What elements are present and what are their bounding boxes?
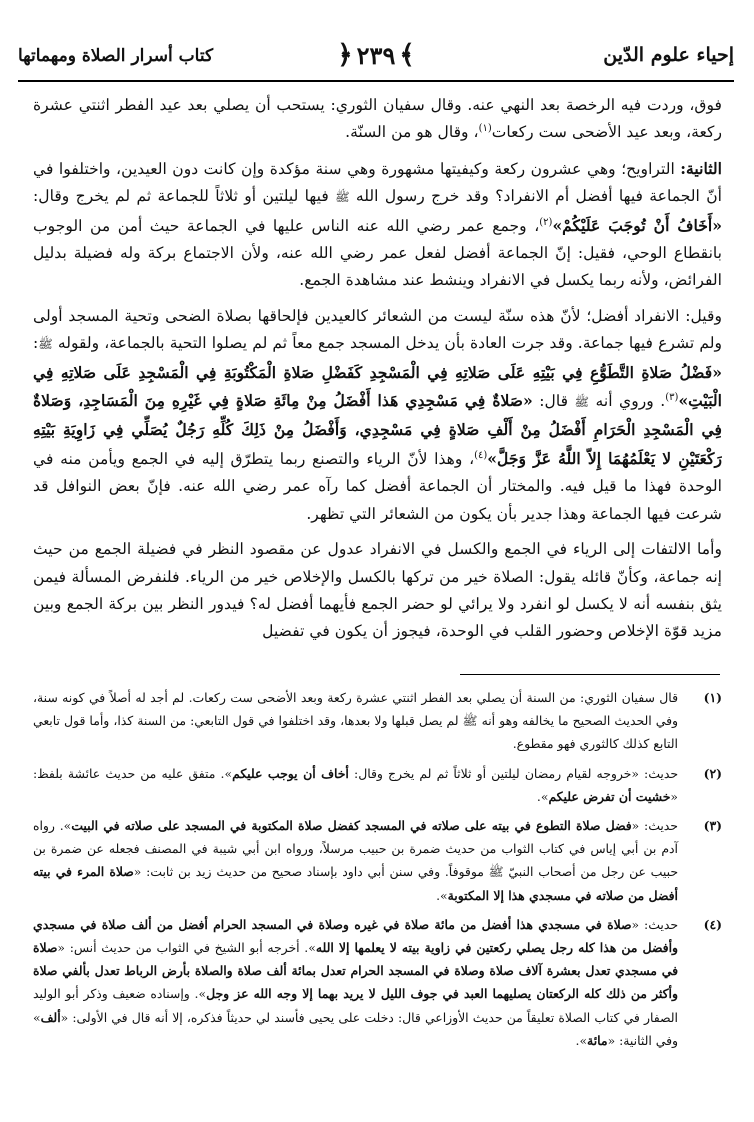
text-run: حديث: «: [631, 818, 678, 834]
footnote-ref-2: (٢): [539, 216, 553, 228]
text-run: وقيل: الانفراد أفضل؛ لأنّ هذه سنّة ليست من الشعائر كالعيدين فإلحاقها بصلاة الضحى وتحية المسجد أولى ولم تشرع فيها جماعة. وقد جرت العادة بأن يدخل المسجد جمع معاً ثم لم يصلوا التحية بالجماعة، ولقوله: [33, 306, 722, 353]
paragraph-3: [33, 303, 722, 528]
footnote-number: (٢): [703, 765, 722, 781]
page-number-block: [337, 40, 414, 70]
paragraph-4: [33, 536, 722, 646]
footnote-divider: [460, 674, 720, 675]
text-run: ».: [536, 788, 549, 804]
running-header: [18, 38, 734, 84]
paragraph-2: [33, 155, 722, 295]
text-run: التراويح؛ وهي عشرون ركعة وكيفيتها مشهورة وهي سنة مؤكدة وإن كانت دون العيدين، واختلفوا في أنّ الجماعة فيها أفضل أم الانفراد؟ وقد خرج رسول الله: [33, 159, 722, 206]
text-run: ».: [436, 887, 448, 903]
section-lead: الثانية:: [680, 158, 722, 178]
text-run: ». وإسناده ضعيف وذكر أبو الوليد الصفار في كتاب الصلاة تعليقاً من حديث الأوزاعي قال: دخلت على يحيى فأسند لي حديثاً فذكره، إلا أنه قال في الأولى: «: [33, 986, 678, 1025]
footnote-number: (٣): [703, 818, 722, 834]
footnote-number: (٤): [703, 916, 722, 932]
footnote: [33, 913, 722, 1052]
text-run: ، وجمع عمر رضي الله عنه الناس عليها في الجماعة حيث أمن من الوجوب بانقطاع الوحي، فقيل: إنّ الجماعة أفضل لفعل عمر رضي الله عنه، ولأن الاجتماع بركة وله فضيلة بدليل الفرائض، ولأنه ربما يكسل في الانفراد وينشط عند مشاهدة الجمع.: [33, 216, 722, 290]
hadith-bold: صلاة المرء في بيته أفضل من صلاته في مسجدي هذا إلا المكتوبة: [33, 864, 678, 903]
paragraph-1: [33, 92, 722, 147]
hadith-quote: «فَضْلُ صَلاةِ التَّطَوُّعِ فِي بَيْتِهِ عَلَى صَلاتِهِ فِي الْمَسْجِدِ كَفَضْلِ صَلاةِ الْمَكْتُوبَةِ فِي الْمَسْجِدِ عَلَى صَلاتِهِ فِي الْبَيْتِ»: [33, 362, 722, 411]
ornament-bracket-left: ﴿: [337, 40, 353, 70]
hadith-quote: «أَخَافُ أَنْ تُوجَبَ عَلَيْكُمْ»: [552, 215, 722, 235]
text-run: ». متفق عليه من حديث عائشة بلفظ: «: [33, 765, 678, 804]
text-run: حديث: «خروجه لقيام رمضان ليلتين أو ثلاثاً ثم لم يخرج وقال:: [348, 765, 678, 781]
text-run: ». أخرجه أبو الشيخ في الثواب من حديث أنس: «: [57, 940, 316, 956]
text-run: » وفي الثانية: «: [33, 1009, 678, 1048]
salla-glyph: ﷺ: [38, 337, 53, 352]
salla-glyph: ﷺ: [335, 190, 350, 205]
hadith-quote: «صَلاةٌ فِي مَسْجِدِي هَذا أَفْضَلُ مِنْ مِائَةِ صَلاةٍ فِي غَيْرِهِ مِنَ الْمَسَاجِدِ، وَصَلاةٌ فِي الْمَسْجِدِ الْحَرَامِ أَفْضَلُ مِنْ أَلْفِ صَلاةٍ فِي مَسْجِدِي، وَأَفْضَلُ مِنْ ذَلِكَ كُلِّهِ رَجُلٌ يُصَلِّي فِي زَاوِيَةِ بَيْتِهِ رَكْعَتَيْنِ لا يَعْلَمُهُمَا إِلاّ اللَّهُ عَزَّ وَجَلَّ»: [33, 391, 722, 468]
hadith-bold: صلاة في مسجدي هذا أفضل من مائة صلاة في غيره وصلاة في المسجد الحرام أفضل من ألف صلاة في مسجدي وأفضل من هذا كله رجل يصلي ركعتين في زاوية بيته لا يعلمها إلا الله: [33, 916, 678, 956]
text-run: وأما الالتفات إلى الرياء في الجمع والكسل في الانفراد عدول عن مقصود النظر في فضيلة الجمع من حيث إنه جماعة، وكأنّ قائله يقول: الصلاة خير من تركها بالكسل والإخلاص خير من الرياء. فلنفرض المسألة فيمن يثق بنفسه أنه لا يكسل لو انفرد ولا يرائي لو حضر الجمع فأيهما أفضل له؟ فيدور النظر بين بركة الجمع وبين مزيد قوّة الإخلاص وحضور القلب في الوحدة، فيجوز أن يكون في تفضيل: [33, 540, 722, 641]
book-title: إحياء علوم الدّين: [603, 44, 734, 66]
hadith-bold: أخاف أن يوجب عليكم: [232, 765, 349, 781]
salla-glyph: ﷺ: [574, 395, 590, 410]
hadith-bold: صلاة في مسجدي تعدل بعشرة آلاف صلاة وصلاة في المسجد الحرام تعدل بمائة ألف صلاة والصلاة بأرض الرباط تعدل بألفي صلاة وأكثر من ذلك كله الركعتان يصليهما العبد في جوف الليل لا يريد بهما إلا وجه الله عز وجل: [33, 940, 678, 1002]
main-text: [33, 92, 722, 662]
page-number: ٢٣٩: [356, 40, 396, 70]
text-run: قال:: [532, 392, 575, 411]
word-bold: مائة: [587, 1032, 608, 1048]
footnote-ref-3: (٣): [665, 391, 679, 403]
footnote: [33, 814, 722, 907]
text-run: ».: [575, 1032, 588, 1048]
footnote-text: قال سفيان الثوري: من السنة أن يصلي بعد الفطر اثنتي عشرة ركعة وبعد الأضحى ست ركعات. لم أجد له أصلاً في كونه سنة، وفي الحديث الصحيح ما يخالفه وهو أنه ﷺ لم يصل قبلها ولا بعدها، وقد اختلفوا في قول التابعي: من السنة كذا، وأما قول تابعي التابع كذلك كالثوري فهو مقطوع.: [33, 690, 678, 752]
footnote: [33, 686, 722, 756]
text-run: فوق، وردت فيه الرخصة بعد النهي عنه. وقال سفيان الثوري: يستحب أن يصلي بعد عيد الفطر اثنتي عشرة ركعة، وبعد عيد الأضحى ست ركعات: [33, 96, 722, 142]
text-run: ». رواه آدم بن أبي إياس في كتاب الثواب من حديث ضمرة بن حبيب مرسلاً، ورواه ابن أبي شيبة في المصنف فجعله عن ضمرة بن حبيب عن رجل من أصحاب النبيّ ﷺ موقوفاً. وفي سنن أبي داود بإسناد صحيح من حديث زيد بن ثابت: «: [33, 818, 678, 880]
footnote-ref-4: (٤): [474, 449, 488, 461]
footnotes: [33, 686, 722, 1114]
hadith-bold: فضل صلاة التطوع في بيته على صلاته في المسجد كفضل صلاة المكتوبة في المسجد على صلاته في البيت: [71, 818, 632, 834]
footnote-number: (١): [703, 690, 722, 705]
word-bold: ألف: [40, 1009, 61, 1025]
text-run: ، وقال هو من السنّة.: [345, 123, 479, 142]
text-run: ، وهذا لأنّ الرياء والتصنع ربما يتطرّق إليه في الجمع ويأمن منه في الوحدة فهذا ما قيل فيه. والمختار أن الجماعة أفضل كما رآه عمر رضي الله عنه. فإنّ بعض النوافل قد شرعت فيها الجماعة وهذا جدير بأن يكون من الشعائر التي تظهر.: [33, 449, 722, 523]
footnote-text: [33, 814, 678, 907]
text-run: :: [33, 334, 39, 353]
footnote-text: [33, 762, 678, 808]
text-run: حديث: «: [631, 916, 678, 932]
footnote-text: [33, 913, 678, 1052]
text-run: فيها ليلتين أو ثلاثاً للجماعة ثم لم يخرج وقال:: [33, 187, 336, 206]
text-run: . وروي أنه: [589, 392, 666, 411]
header-divider: [18, 80, 734, 82]
hadith-bold: خشيت أن تفرض عليكم: [548, 788, 671, 804]
footnote: [33, 762, 722, 808]
chapter-title: كتاب أسرار الصلاة ومهماتها: [18, 46, 214, 66]
ornament-bracket-right: ﴾: [399, 40, 415, 70]
footnote-ref-1: (١): [478, 123, 492, 135]
